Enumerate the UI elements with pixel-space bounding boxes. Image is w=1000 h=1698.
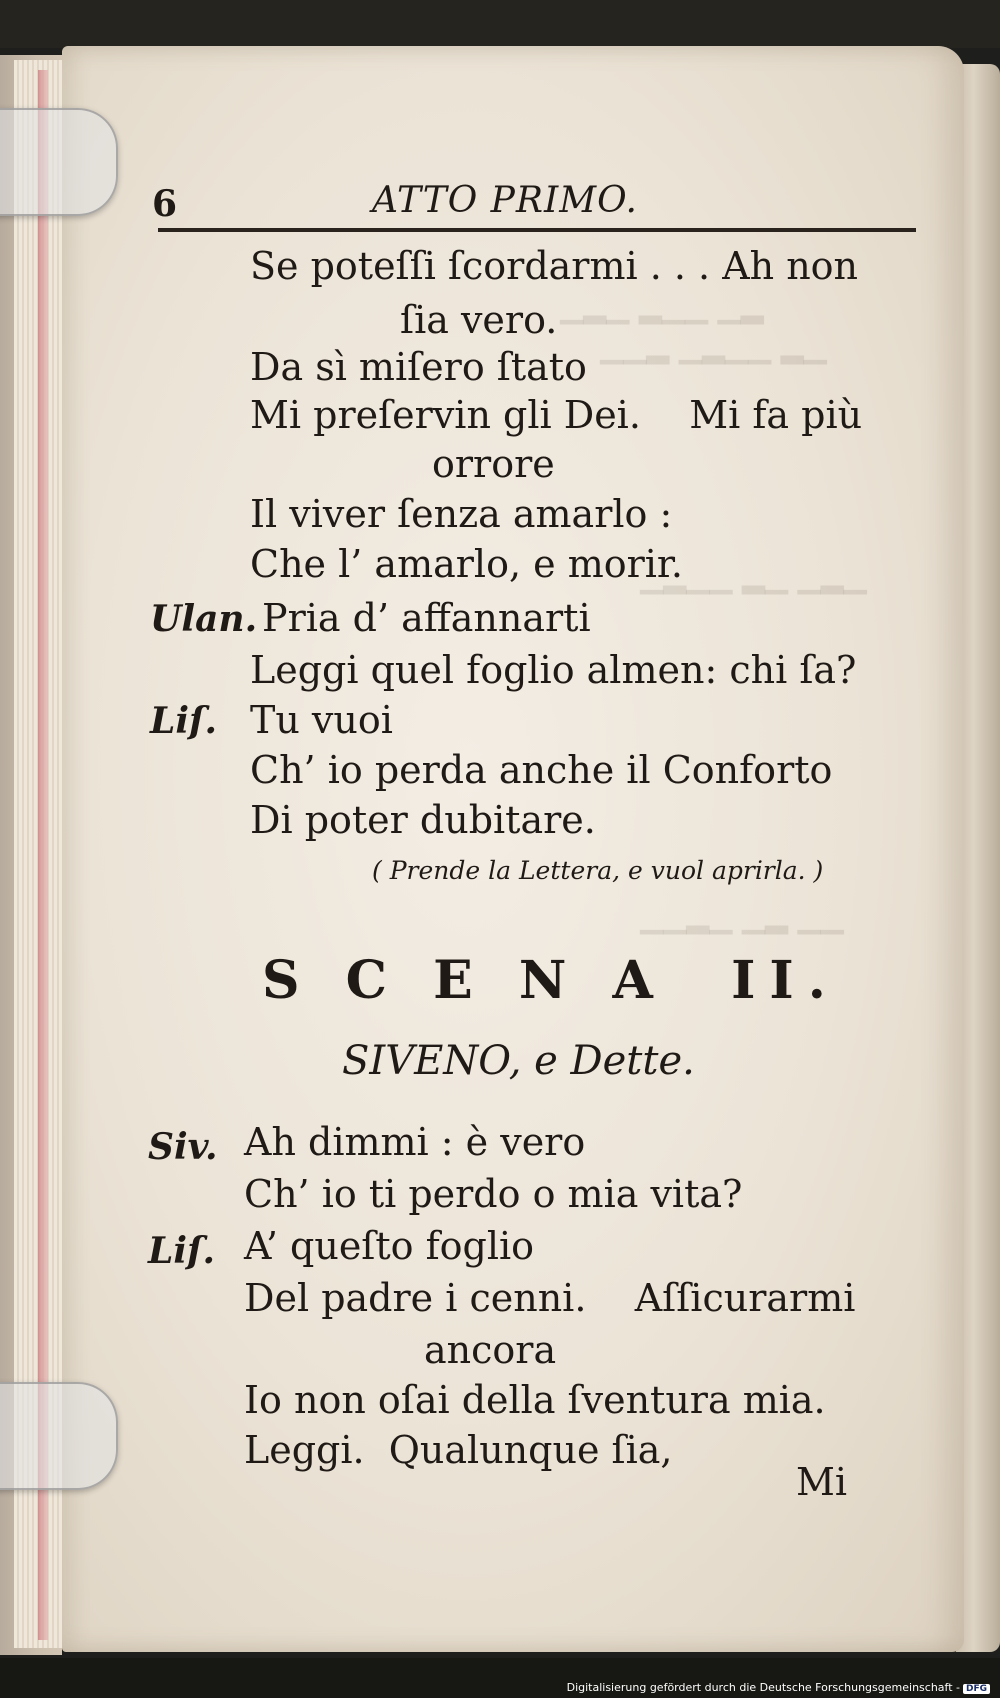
verse-line: Ch’ io perda anche il Conforto bbox=[250, 748, 833, 792]
verse-line: Che l’ amarlo, e morir. bbox=[250, 542, 683, 586]
verse-line: Di poter dubitare. bbox=[250, 798, 596, 842]
header-rule bbox=[158, 228, 916, 232]
scan-background-top bbox=[0, 0, 1000, 48]
verse-line: Ch’ io ti perdo o mia vita? bbox=[244, 1172, 743, 1216]
verse-line: ancora bbox=[424, 1328, 557, 1372]
verse-line: orrore bbox=[432, 442, 555, 486]
bleed-through-text: ▁▁▂▁ ▁▂ ▁▁ bbox=[640, 900, 844, 935]
scene-heading: S C E N A II. bbox=[262, 950, 840, 1011]
running-title: ATTO PRIMO. bbox=[372, 180, 638, 221]
credit-text: Digitalisierung gefördert durch die Deutsche Forschungsgemeinschaft - bbox=[566, 1681, 960, 1694]
verse-line: A’ queſto foglio bbox=[244, 1224, 535, 1268]
verse-line: Il viver ſenza amarlo : bbox=[250, 492, 673, 536]
page-number: 6 bbox=[152, 183, 178, 225]
bleed-through-text: ▁▂▁ ▂▁▁ ▁▂ bbox=[560, 290, 764, 325]
bleed-through-text: ▁▁▂ ▁▂▁▁ ▂▁ bbox=[600, 330, 827, 365]
speaker-lis: Liſ. bbox=[150, 700, 218, 742]
verse-line: Da sì miſero ſtato bbox=[250, 345, 587, 389]
verse-line: Del padre i cenni. Aſſicurarmi bbox=[244, 1276, 856, 1320]
speaker-ulan: Ulan. bbox=[150, 598, 258, 640]
scene-characters: SIVENO, e Dette. bbox=[342, 1038, 695, 1084]
dfg-logo: DFG bbox=[963, 1684, 990, 1694]
verse-line: Io non oſai della ſventura mia. bbox=[244, 1378, 826, 1422]
speaker-siv: Siv. bbox=[148, 1126, 218, 1168]
verse-line: Se poteſſi ſcordarmi . . . Ah non bbox=[250, 244, 859, 288]
bleed-through-text: ▁▂▁▁ ▂▁ ▁▂▁ bbox=[640, 560, 867, 595]
verse-line: Mi preſervin gli Dei. Mi fa più bbox=[250, 393, 863, 437]
verse-line: Leggi quel foglio almen: chi ſa? bbox=[250, 648, 857, 692]
digitization-credit bbox=[565, 1681, 992, 1694]
page-clip-top bbox=[0, 108, 118, 216]
catchword: Mi bbox=[796, 1460, 848, 1504]
speaker-lis: Liſ. bbox=[148, 1230, 216, 1272]
page-clip-bottom bbox=[0, 1382, 118, 1490]
verse-line: Tu vuoi bbox=[250, 698, 393, 742]
verse-line: Ah dimmi : è vero bbox=[244, 1120, 586, 1164]
verse-line: Leggi. Qualunque ſia, bbox=[244, 1428, 673, 1472]
verse-line: ſia vero. bbox=[400, 298, 558, 342]
stage-direction: ( Prende la Lettera, e vuol aprirla. ) bbox=[372, 856, 824, 885]
verse-line: Pria d’ affannarti bbox=[262, 596, 591, 640]
